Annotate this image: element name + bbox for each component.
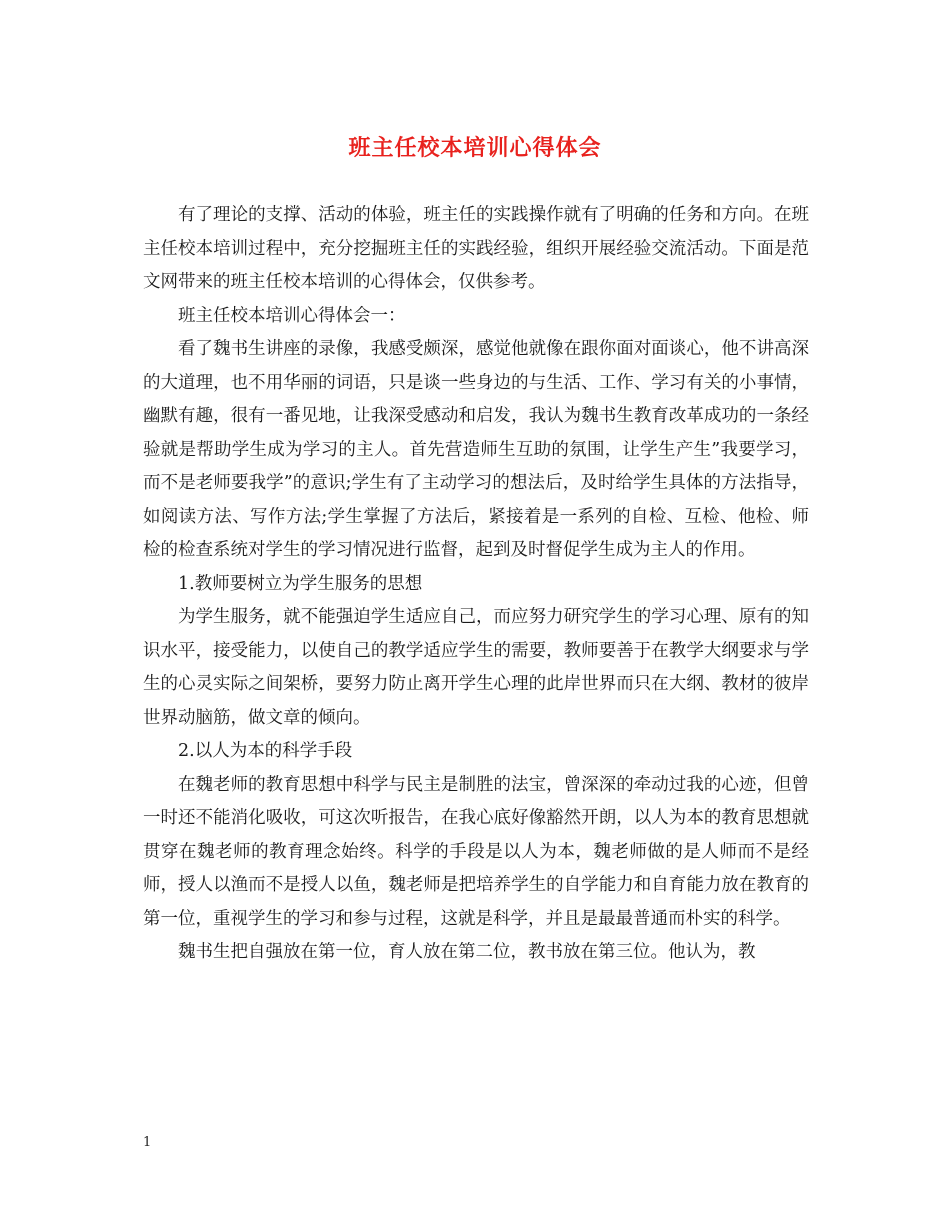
document-title: 班主任校本培训心得体会: [348, 135, 602, 161]
paragraph-point-1-body: 为学生服务，就不能强迫学生适应自己，而应努力研究学生的学习心理、原有的知识水平，接受能力，以使自己的教学适应学生的需要，教师要善于在教学大纲要求与学生的心灵实际之间架桥，要努力防止离开学生心理的此岸世界而只在大纲、教材的彼岸世界动脑筋，做文章的倾向。: [143, 607, 809, 728]
paragraph-section-heading: 班主任校本培训心得体会一：: [178, 305, 406, 326]
paragraph-intro: 有了理论的支撑、活动的体验，班主任的实践操作就有了明确的任务和方向。在班主任校本培训过程中，充分挖掘班主任的实践经验，组织开展经验交流活动。下面是范文网带来的班主任校本培训的心得体会，仅供参考。: [143, 205, 809, 292]
paragraph-point-1-heading: 1.教师要树立为学生服务的思想: [178, 573, 423, 594]
paragraph-body: 看了魏书生讲座的录像，我感受颇深，感觉他就像在跟你面对面谈心，他不讲高深的大道理，也不用华丽的词语，只是谈一些身边的与生活、工作、学习有关的小事情，幽默有趣，很有一番见地，让我深受感动和启发，我认为魏书生教育改革成功的一条经验就是帮助学生成为学习的主人。首先营造师生互助的氛围，让学生产生”我要学习，而不是老师要我学”的意识;学生有了主动学习的想法后，及时给学生具体的方法指导，如阅读方法、写作方法;学生掌握了方法后，紧接着是一系列的自检、互检、他检、师检的检查系统对学生的学习情况进行监督，起到及时督促学生成为主人的作用。: [143, 339, 809, 560]
page-number: 1: [143, 1135, 152, 1150]
paragraph-point-2-heading: 2.以人为本的科学手段: [178, 741, 353, 761]
paragraph-continued: 魏书生把自强放在第一位，育人放在第二位，教书放在第三位。他认为，教: [178, 942, 756, 962]
paragraph-point-2-body: 在魏老师的教育思想中科学与民主是制胜的法宝，曾深深的牵动过我的心迹，但曾一时还不能消化吸收，可这次听报告，在我心底好像豁然开朗，以人为本的教育思想就贯穿在魏老师的教育理念始终。科学的手段是以人为本，魏老师做的是人师而不是经师，授人以渔而不是授人以鱼，魏老师是把培养学生的自学能力和自育能力放在教育的第一位，重视学生的学习和参与过程，这就是科学，并且是最最普通而朴实的科学。: [143, 774, 809, 929]
document-body: [143, 199, 809, 970]
